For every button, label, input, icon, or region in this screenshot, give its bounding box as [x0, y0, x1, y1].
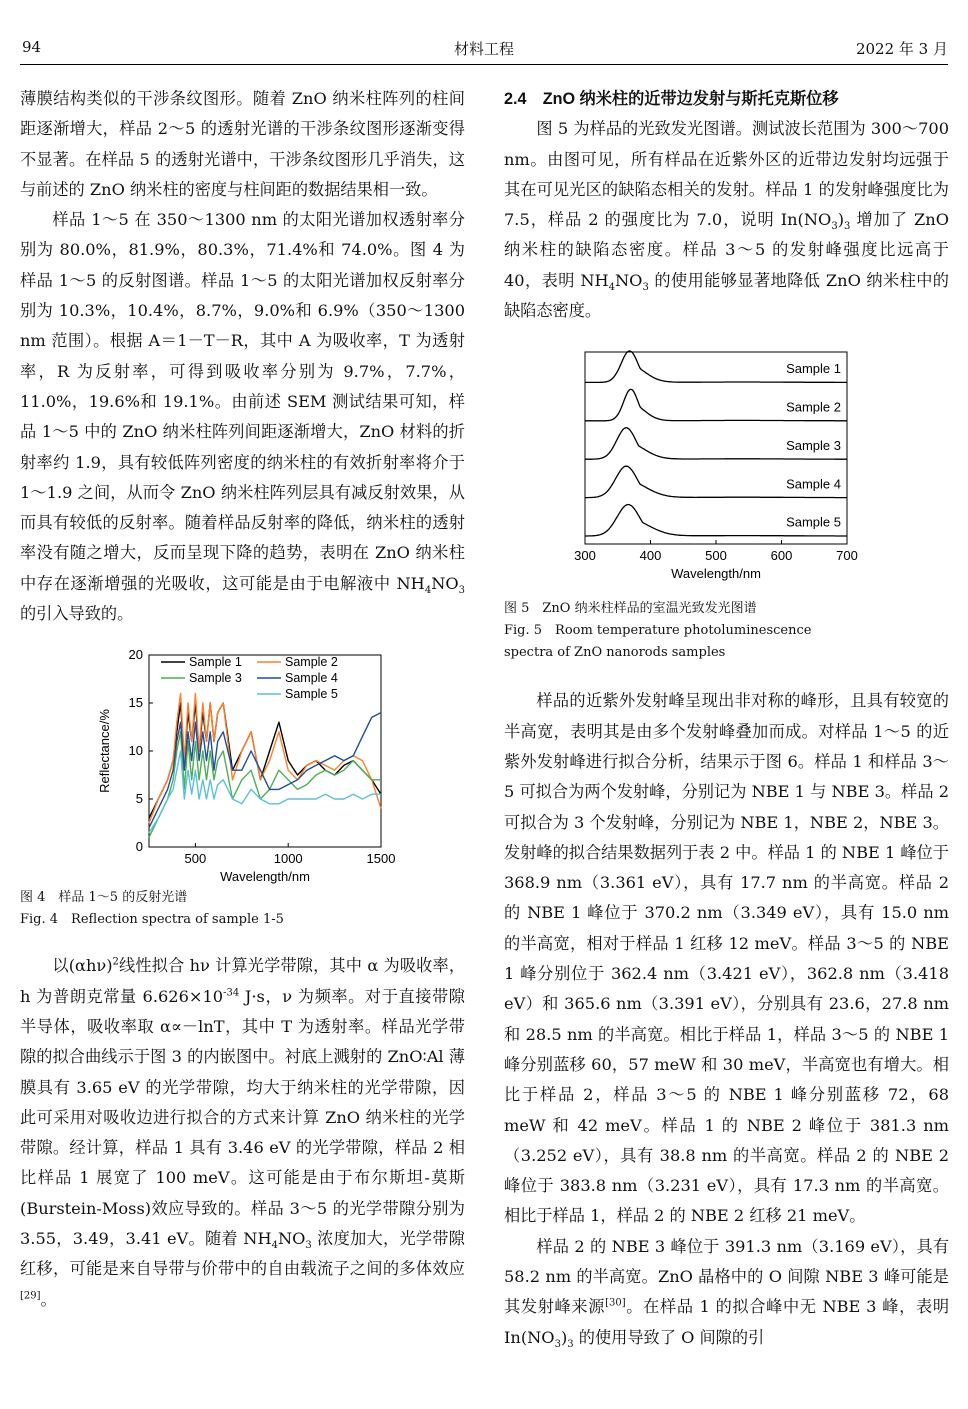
fig5-x-tick-label: 700 — [835, 548, 858, 564]
left-paragraph-2: 样品 1～5 在 350～1300 nm 的太阳光谱加权透射率分别为 80.0%，81.9%，80.3%，71.4%和 74.0%。图 4 为样品 1～5 的反射图谱。样品 1～5 的太阳光谱加权反射率分别为 10.3%，10.4%，8.7%，9.0%和 6.9%（350～1300 nm 范围）。根据 A＝1－T－R，其中 A 为吸收率，T 为透射率，R 为反射率，可得到吸收率分别为 9.7%，7.7%，11.0%，19.6%和 19.1%。由前述 SEM 测试结果可知，样品 1～5 中的 ZnO 纳米柱阵列间距逐渐增大，ZnO 材料的折射率约 1.9，具有较低阵列密度的纳米柱的有效折射率将介于 1～1.9 之间，从而令 ZnO 纳米柱阵列层具有减反射效果，从而具有较低的反射率。随着样品反射率的降低，纳米柱的透射率没有随之增大，反而呈现下降的趋势，表明在 ZnO 纳米柱中存在逐渐增强的光吸收，这可能是由于电解液中 $NH_4NO_3$ 的引入导致的。 — [20, 210, 465, 624]
fig4-caption-en: Fig. 4 Reflection spectra of sample 1-5 — [20, 912, 284, 928]
left-paragraph-3: 以$(\alpha h\nu)^2$线性拟合 hν 计算光学带隙，其中 α 为吸收率，h 为普朗克常量 $6.626\times 10^{-34}$ J·s，ν 为频率。对于直接带隙半导体，吸收率取 α∝－lnT，其中 T 为透射率。样品光学带隙的拟合曲线示于图 3 的内嵌图中。衬底上溅射的 ZnO∶Al 薄膜具有 3.65 eV 的光学带隙，均大于纳米柱的光学带隙，因此可采用对吸收边进行拟合的方式来计算 ZnO 纳米柱的光学带隙。经计算，样品 1 具有 3.46 eV 的光学带隙，样品 2 相比样品 1 展宽了 100 meV。这可能是由于布尔斯坦-莫斯(Burstein-Moss)效应导致的。样品 3～5 的光学带隙分别为 3.55，3.49，3.41 eV。随着 $NH_4NO_3$ 浓度加大，光学带隙红移，可能是来自导带与价带中的自由载流子之间的多体效应[29]。 — [20, 956, 466, 1309]
journal-name: 材料工程 — [453, 40, 514, 58]
right-paragraph-3: 样品 2 的 NBE 3 峰位于 391.3 nm（3.169 eV），具有 58.2 nm 的半高宽。ZnO 晶格中的 O 间隙 NBE 3 峰可能是其发射峰来源[30]。在样品 1 的拟合峰中无 NBE 3 峰，表明 $In(NO_3)_3$ 的使用导致了 O 间隙的引 — [504, 1236, 950, 1350]
fig5-x-tick-label: 600 — [770, 548, 792, 564]
fig4-y-tick-label: 20 — [128, 647, 143, 663]
issue-date: 2022 年 3 月 — [855, 40, 948, 58]
fig4-legend-label: Sample 5 — [284, 687, 338, 702]
fig4-caption-cn: 图 4 样品 1～5 的反射光谱 — [20, 890, 188, 906]
fig4-y-tick-label: 15 — [128, 695, 143, 711]
right-paragraph-1: 图 5 为样品的光致发光图谱。测试波长范围为 300～700 nm。由图可见，所有样品在近紫外区的近带边发射均远强于其在可见光区的缺陷态相关的发射。样品 1 的发射峰强度比为 7.5，样品 2 的强度比为 7.0，说明 $In(NO_3)_3$ 增加了 ZnO 纳米柱的缺陷态密度。样品 3～5 的发射峰强度比远高于 40，表明 $NH_4NO_3$ 的使用能够显著地降低 ZnO 纳米柱中的缺陷态密度。 — [504, 119, 949, 321]
section-heading: 2.4 ZnO 纳米柱的近带边发射与斯托克斯位移 — [504, 90, 839, 108]
figure-5 — [504, 344, 949, 664]
fig4-x-tick-label: 1000 — [273, 851, 303, 867]
header-rule — [20, 64, 948, 65]
fig5-series-label: Sample 4 — [785, 476, 841, 492]
fig4-y-tick-label: 0 — [135, 839, 143, 855]
reflection-chart — [93, 643, 393, 883]
fig4-legend-label: Sample 2 — [284, 655, 338, 670]
left-column — [20, 84, 465, 1315]
fig4-y-tick-label: 10 — [128, 743, 143, 759]
figure-4 — [20, 643, 465, 931]
fig4-x-axis-label: Wavelength/nm — [219, 869, 310, 885]
fig5-series-label: Sample 3 — [785, 438, 841, 454]
fig5-x-tick-label: 500 — [704, 548, 727, 564]
fig4-x-tick-label: 1500 — [366, 851, 395, 867]
right-column — [504, 84, 949, 1353]
fig5-series-label: Sample 1 — [785, 361, 841, 377]
fig5-x-tick-label: 400 — [639, 548, 661, 564]
fig4-legend-label: Sample 1 — [188, 655, 242, 670]
fig5-series-label: Sample 5 — [785, 515, 841, 531]
fig4-y-tick-label: 5 — [135, 791, 143, 807]
fig4-y-axis-label: Reflectance/% — [96, 709, 112, 794]
photoluminescence-chart — [573, 344, 877, 592]
fig5-series-label: Sample 2 — [785, 399, 841, 415]
fig5-x-tick-label: 300 — [573, 548, 596, 564]
fig5-caption-en-1: Fig. 5 Room temperature photoluminescence — [504, 623, 812, 639]
fig5-caption-cn: 图 5 ZnO 纳米柱样品的室温光致发光图谱 — [504, 601, 757, 617]
page-number: 94 — [22, 38, 42, 56]
fig5-x-axis-label: Wavelength/nm — [670, 566, 761, 582]
fig4-x-tick-label: 500 — [184, 851, 206, 867]
left-paragraph-1: 薄膜结构类似的干涉条纹图形。随着 ZnO 纳米柱阵列的柱间距逐渐增大，样品 2～5 的透射光谱的干涉条纹图形逐渐变得不显著。在样品 5 的透射光谱中，干涉条纹图形几乎消失，这与前述的 ZnO 纳米柱的密度与柱间距的数据结果相一致。 — [20, 89, 465, 199]
page-header — [0, 38, 968, 62]
fig4-legend-label: Sample 3 — [188, 671, 242, 686]
fig5-caption-en-2: spectra of ZnO nanorods samples — [504, 645, 726, 661]
fig4-legend-label: Sample 4 — [284, 671, 338, 686]
right-paragraph-2: 样品的近紫外发射峰呈现出非对称的峰形，且具有较宽的半高宽，表明其是由多个发射峰叠加而成。对样品 1～5 的近紫外发射峰进行拟合分析，结果示于图 6。样品 1 和样品 3～5 可拟合为两个发射峰，分别记为 NBE 1 与 NBE 3。样品 2 可拟合为 3 个发射峰，分别记为 NBE 1，NBE 2，NBE 3。发射峰的拟合结果数据列于表 2 中。样品 1 的 NBE 1 峰位于 368.9 nm（3.361 eV），具有 17.7 nm 的半高宽。样品 2 的 NBE 1 峰位于 370.2 nm（3.349 eV），具有 15.0 nm 的半高宽，相对于样品 1 红移 12 meV。样品 3～5 的 NBE 1 峰分别位于 362.4 nm（3.421 eV），362.8 nm（3.418 eV）和 365.6 nm（3.391 eV），分别具有 23.6，27.8 nm 和 28.5 nm 的半高宽。相比于样品 1，样品 3～5 的 NBE 1 峰分别蓝移 60，57 meW 和 30 meV，半高宽也有增大。相比于样品 2，样品 3～5 的 NBE 1 峰分别蓝移 72，68 meW 和 42 meV。样品 1 的 NBE 2 峰位于 381.3 nm（3.252 eV），具有 38.8 nm 的半高宽。样品 2 的 NBE 2 峰位于 383.8 nm（3.231 eV），具有 17.3 nm 的半高宽。相比于样品 1，样品 2 的 NBE 2 红移 21 meV。 — [504, 691, 949, 1226]
